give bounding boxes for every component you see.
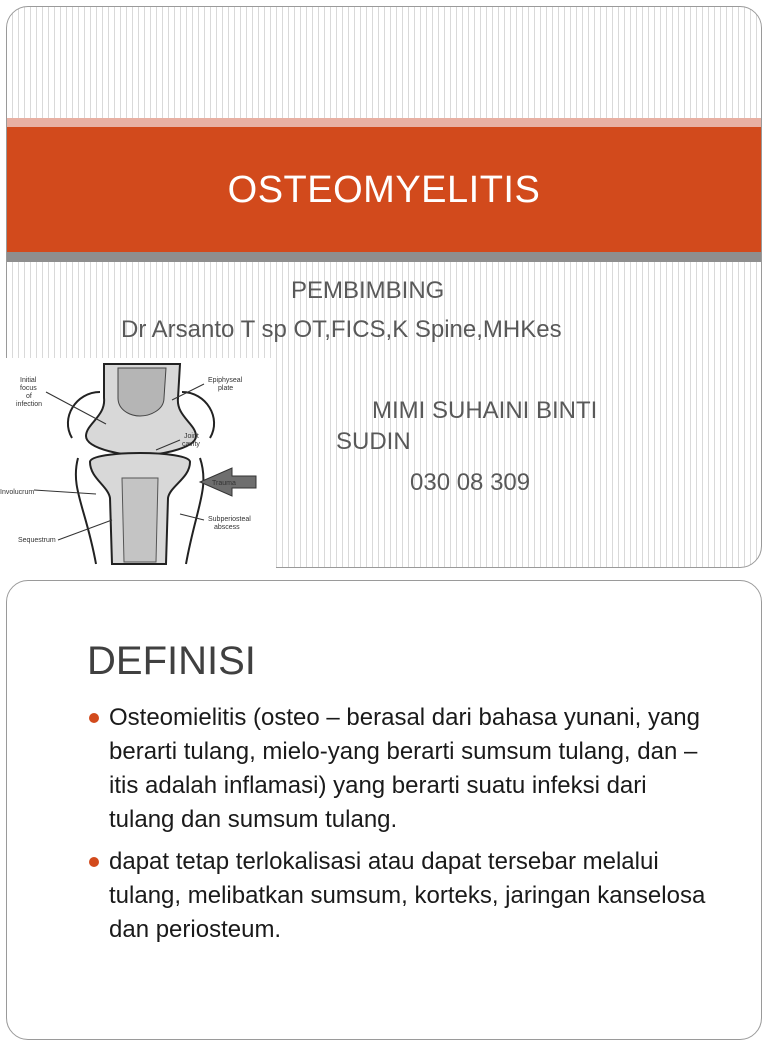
- student-id: 030 08 309: [410, 469, 531, 496]
- label-of: of: [26, 393, 32, 400]
- label-infection: infection: [16, 401, 43, 408]
- divider-strip: [7, 252, 761, 262]
- bullet-text: dapat tetap terlokalisasi atau dapat tersebar melalui tulang, melibatkan sumsum, korteks, jaringan kanselosa dan periosteum.: [109, 848, 706, 943]
- label-focus: focus: [20, 385, 37, 392]
- label-involucrum: Involucrum: [0, 489, 35, 496]
- label-sequestrum: Sequestrum: [18, 537, 56, 544]
- lower-marrow: [122, 478, 158, 562]
- definition-heading: DEFINISI: [87, 639, 256, 683]
- accent-strip: [7, 118, 761, 127]
- label-cavity: cavity: [182, 441, 200, 448]
- bullet-icon: [89, 857, 99, 867]
- osteomyelitis-diagram: [0, 358, 276, 570]
- student-name-line1: MIMI SUHAINI BINTI: [372, 397, 598, 424]
- supervisor-label: PEMBIMBING: [291, 277, 445, 304]
- list-item: [87, 845, 717, 947]
- student-name-line2: SUDIN: [336, 428, 411, 455]
- label-joint: Joint: [184, 433, 199, 440]
- bullet-icon: [89, 713, 99, 723]
- definition-bullet-list: [87, 701, 717, 955]
- bullet-text: Osteomielitis (osteo – berasal dari bahasa yunani, yang berarti tulang, mielo-yang berarti sumsum tulang, dan –itis adalah inflamasi) yang berarti suatu infeksi dari tulang dan sumsum tulang.: [109, 704, 700, 833]
- label-trauma: Trauma: [212, 480, 236, 487]
- label-abscess: abscess: [214, 524, 240, 531]
- slide-title: OSTEOMYELITIS: [227, 169, 541, 211]
- supervisor-name: Dr Arsanto T sp OT,FICS,K Spine,MHKes: [121, 316, 562, 343]
- label-epiphyseal: Epiphyseal: [208, 377, 243, 384]
- label-plate: plate: [218, 385, 234, 392]
- label-subperiosteal: Subperiosteal: [208, 516, 251, 523]
- label-initial: Initial: [20, 377, 37, 384]
- joint-diagram-illustration: [0, 358, 276, 570]
- definition-slide: [6, 580, 762, 1040]
- upper-marrow: [118, 368, 166, 416]
- list-item: [87, 701, 717, 837]
